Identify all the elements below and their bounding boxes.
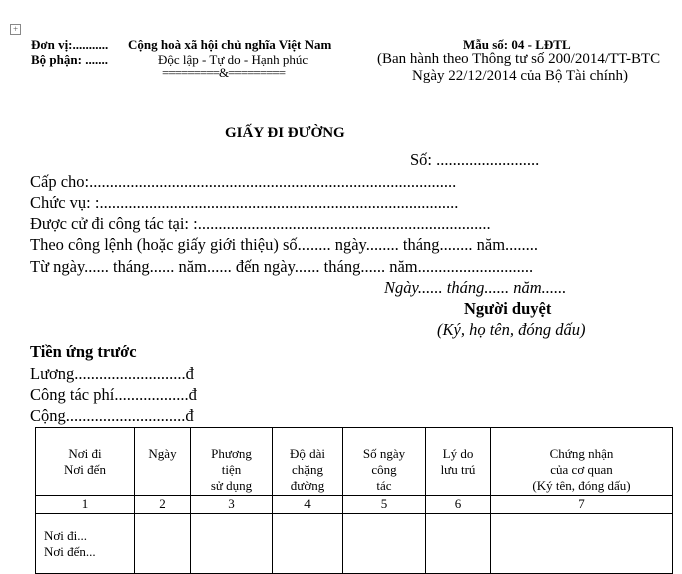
- table-cell[interactable]: [135, 514, 191, 574]
- header-reason: [426, 428, 491, 496]
- header-text: Số ngày: [362, 446, 406, 461]
- header-text: Ngày: [148, 446, 177, 461]
- table-cell[interactable]: [491, 514, 673, 574]
- from-text: Nơi đi...: [44, 528, 87, 543]
- col-number: 6: [426, 496, 491, 514]
- table-cell[interactable]: [273, 514, 343, 574]
- header-text: Chứng nhận: [549, 446, 614, 461]
- nation-title: Cộng hoà xã hội chủ nghĩa Việt Nam: [128, 37, 332, 52]
- motto: Độc lập - Tự do - Hạnh phúc: [158, 52, 309, 67]
- document-title: GIẤY ĐI ĐƯỜNG: [225, 125, 345, 141]
- header-text: của cơ quan: [550, 462, 613, 477]
- col-number: 2: [135, 496, 191, 514]
- advance-salary: Lương...........................đ: [30, 364, 194, 383]
- document-number: Số: .........................: [410, 150, 540, 169]
- line-order: Theo công lệnh (hoặc giấy giới thiệu) số........ ngày........ tháng........ năm........: [30, 235, 539, 254]
- header-text: Phương: [211, 446, 252, 461]
- advance-total: Cộng.............................đ: [30, 406, 194, 425]
- table-number-row: [36, 496, 673, 514]
- header-text: tác: [376, 478, 392, 493]
- header-date: [135, 428, 191, 496]
- header-vehicle: [191, 428, 273, 496]
- line-position: Chức vụ: :.......................................................................................: [30, 193, 459, 212]
- col-number: 1: [36, 496, 135, 514]
- header-text: đường: [290, 478, 325, 493]
- header-text: tiện: [221, 462, 242, 477]
- table-cell[interactable]: [426, 514, 491, 574]
- route-cell[interactable]: [36, 514, 135, 574]
- unit-label: Đơn vị:...........: [31, 37, 109, 52]
- approver-note: (Ký, họ tên, đóng dấu): [437, 320, 586, 339]
- header-distance: [273, 428, 343, 496]
- table-row: [36, 514, 673, 574]
- col-number: 5: [343, 496, 426, 514]
- header-text: Lý do: [442, 446, 474, 461]
- header-days: [343, 428, 426, 496]
- col-number: 3: [191, 496, 273, 514]
- issued-line-1: (Ban hành theo Thông tư số 200/2014/TT-BTC: [377, 51, 661, 67]
- advance-title: Tiền ứng trước: [30, 342, 137, 361]
- header-text: (Ký tên, đóng dấu): [532, 478, 631, 493]
- advance-allowance: Công tác phí..................đ: [30, 385, 197, 404]
- line-destination: Được cử đi công tác tại: :.......................................................................: [30, 214, 491, 233]
- header-text: công: [371, 462, 397, 477]
- line-period: Từ ngày...... tháng...... năm...... đến ngày...... tháng...... năm............................: [30, 257, 534, 276]
- header-route: [36, 428, 135, 496]
- issued-line-2: Ngày 22/12/2014 của Bộ Tài chính): [412, 68, 628, 84]
- header-text: sử dụng: [210, 478, 253, 493]
- col-number: 4: [273, 496, 343, 514]
- col-number: 7: [491, 496, 673, 514]
- header-certification: [491, 428, 673, 496]
- table-cell[interactable]: [343, 514, 426, 574]
- table-header-row: [36, 428, 673, 496]
- table-cell[interactable]: [191, 514, 273, 574]
- header-text: chặng: [291, 462, 324, 477]
- header-text: Nơi đến: [64, 462, 106, 477]
- header-text: Độ dài: [289, 446, 326, 461]
- to-text: Nơi đến...: [44, 544, 96, 559]
- travel-table: [35, 427, 673, 574]
- table-move-icon[interactable]: +: [10, 24, 21, 35]
- divider: =========&=========: [162, 65, 286, 80]
- dept-label: Bộ phận: .......: [31, 52, 108, 67]
- header-text: Nơi đi: [68, 446, 102, 461]
- line-issued-to: Cấp cho:.........................................................................................: [30, 172, 457, 191]
- approver-title: Người duyệt: [464, 299, 552, 318]
- date-line: Ngày...... tháng...... năm......: [384, 278, 567, 297]
- form-number: Mẫu số: 04 - LĐTL: [463, 37, 571, 52]
- header-text: lưu trú: [440, 462, 476, 477]
